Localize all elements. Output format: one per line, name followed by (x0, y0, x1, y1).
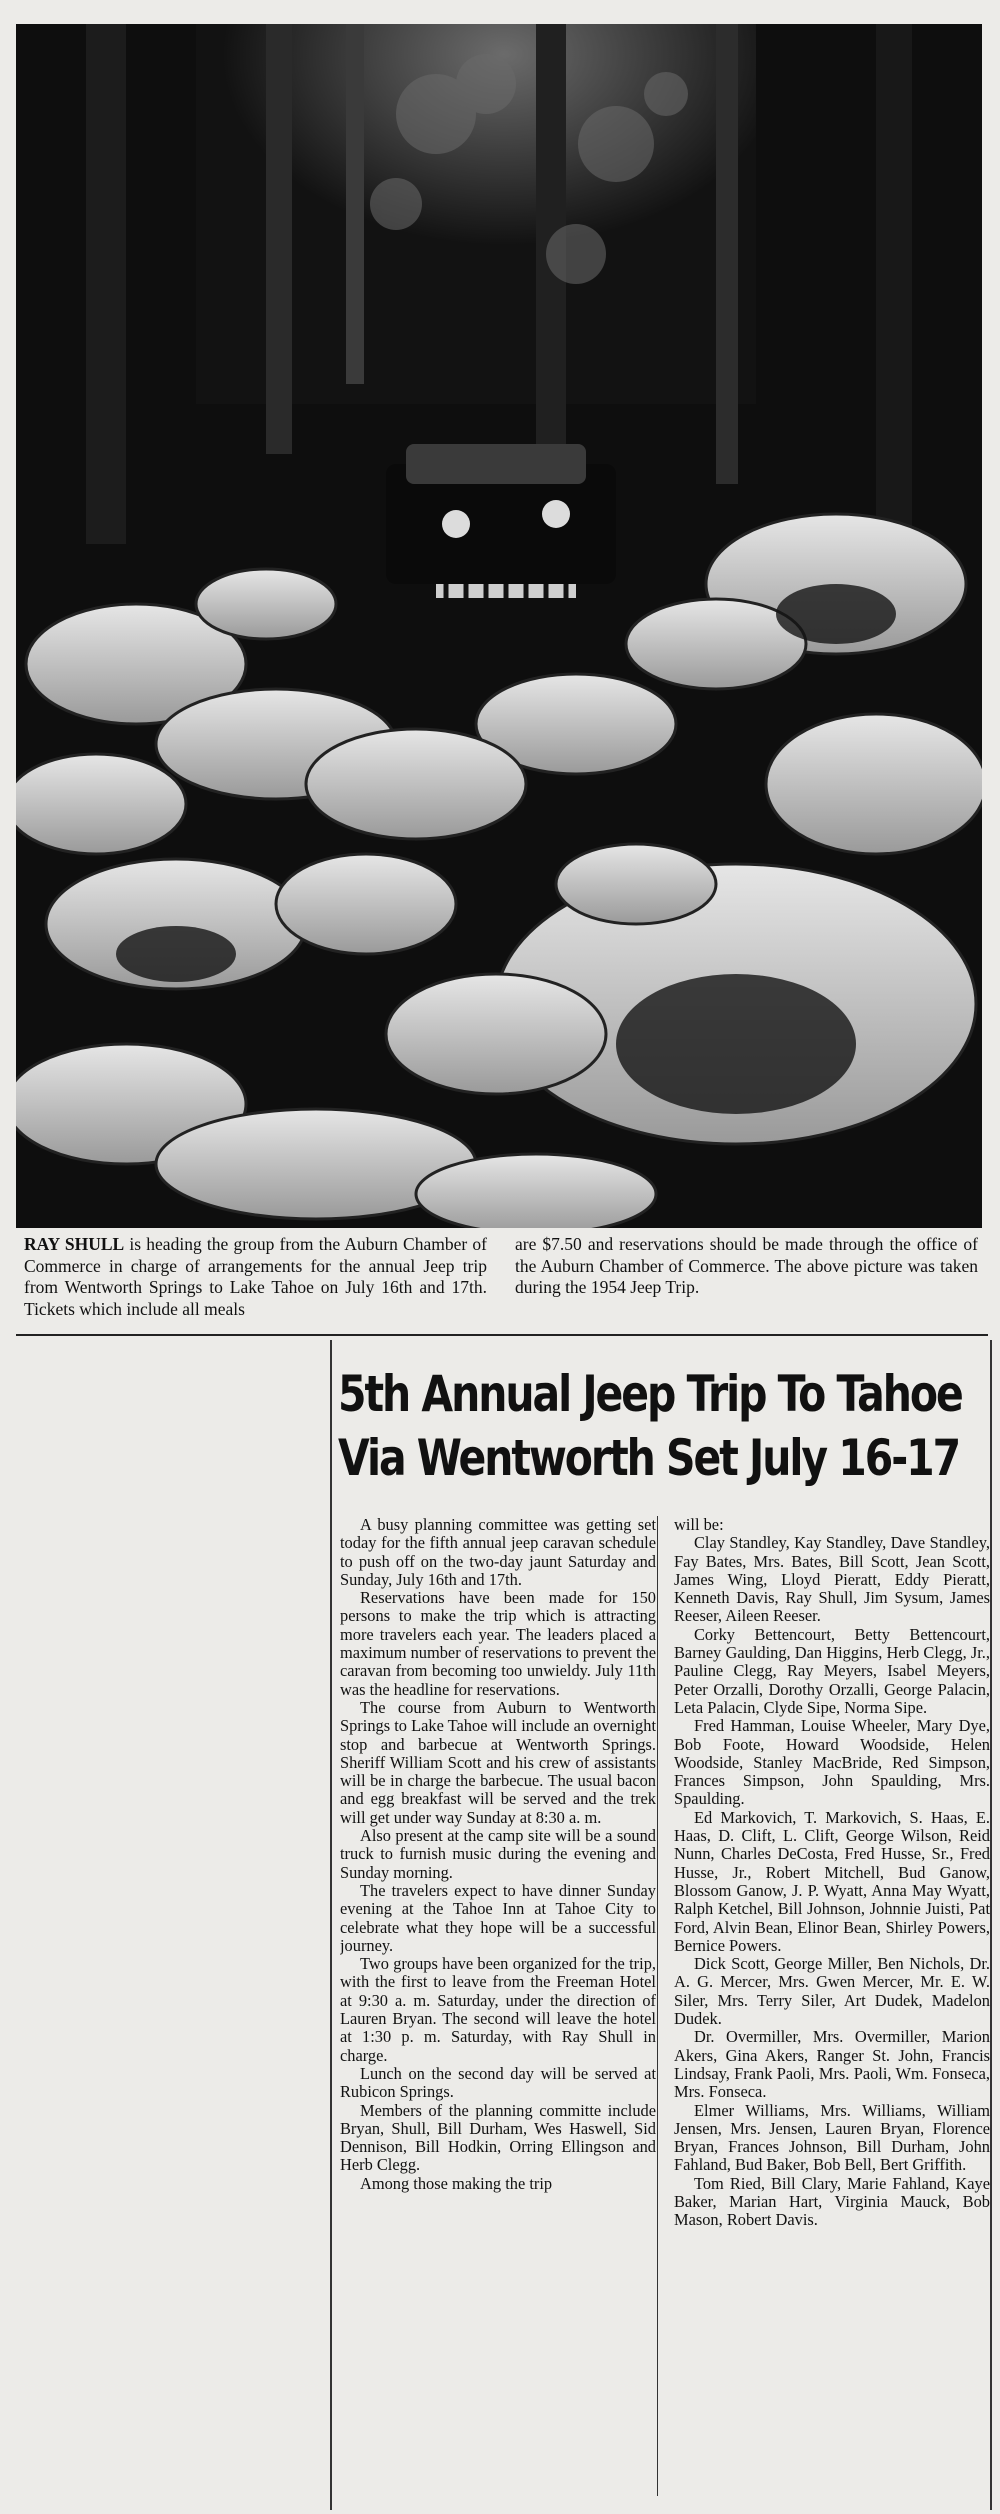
paragraph: Members of the planning committe include Bryan, Shull, Bill Durham, Wes Haswell, Sid Dennison, Bill Hodkin, Orring Ellingson and Herb Clegg. (340, 2100, 656, 2175)
paragraph: Dr. Overmiller, Mrs. Overmiller, Marion Akers, Gina Akers, Ranger St. John, Francis Lindsay, Frank Paoli, Mrs. Paoli, Wm. Fonseca, Mrs. Fonseca. (674, 2027, 990, 2102)
jeep-trail-photo (16, 24, 982, 1228)
paragraph: Clay Standley, Kay Standley, Dave Standley, Fay Bates, Mrs. Bates, Bill Scott, Jean Scott, James Wing, Lloyd Pieratt, Eddy Pieratt, Kenneth Davis, Ray Shull, Jim Sysum, James Reeser, Aileen Reeser. (674, 1533, 990, 1626)
headline-line-1: 5th Annual Jeep Trip To Tahoe (338, 1365, 962, 1423)
headline-line-2: Via Wentworth Set July 16-17 (338, 1429, 960, 1487)
article-left-rule (330, 1340, 332, 2510)
article-right-rule (990, 1340, 992, 2510)
caption-col-1 (24, 1234, 487, 1330)
jeep-shape (386, 444, 616, 598)
paragraph: Fred Hamman, Louise Wheeler, Mary Dye, Bob Foote, Howard Woodside, Helen Woodside, Stanley MacBride, Red Simpson, Frances Simpson, John Spaulding, Mrs. Spaulding. (674, 1716, 990, 1809)
caption-lead: RAY SHULL (24, 1234, 125, 1254)
paragraph: Tom Ried, Bill Clary, Marie Fahland, Kaye Baker, Marian Hart, Virginia Mauck, Bob Mason, Robert Davis. (674, 2173, 990, 2230)
paragraph: A busy planning committee was getting set today for the fifth annual jeep caravan schedule to push off on the two-day jaunt Saturday and Sunday, July 16th and 17th. (340, 1516, 656, 1589)
paragraph: Reservations have been made for 150 persons to make the trip which is attracting more travelers each year. The leaders placed a maximum number of reservations to prevent the caravan from becoming too unwieldy. July 11th was the headline for reservations. (340, 1588, 656, 1699)
column-divider (657, 1516, 658, 2496)
paragraph: Elmer Williams, Mrs. Williams, William Jensen, Mrs. Jensen, Lauren Bryan, Florence Bryan, Frances Johnson, Bill Durham, John Fahland, Bud Baker, Bob Bell, Bert Griffith. (674, 2100, 990, 2175)
paragraph: Corky Bettencourt, Betty Bettencourt, Barney Gaulding, Dan Higgins, Herb Clegg, Jr., Pauline Clegg, Ray Meyers, Isabel Meyers, Peter Orzalli, Dorothy Orzalli, George Palacin, Leta Palacin, Clyde Sipe, Norma Sipe. (674, 1624, 990, 1717)
paragraph: Among those making the trip (360, 2173, 553, 2193)
article-body (340, 1516, 990, 2506)
photo-caption (24, 1234, 978, 1330)
caption-text-2: are $7.50 and reservations should be made through the office of the Auburn Chamber of Commerce. The above picture was taken during the 1954 Jeep Trip. (515, 1234, 978, 1297)
caption-col-2 (515, 1234, 978, 1330)
paragraph: will be: (674, 1516, 724, 1534)
article-col-2 (674, 1516, 990, 2506)
paragraph: The course from Auburn to Wentworth Springs to Lake Tahoe will include an overnight stop and barbecue at Wentworth Springs. Sheriff William Scott and his crew of assistants will be in charge the barbecue. The usual bacon and egg breakfast will be served and the trek will get under way Sunday at 8:30 a. m. (340, 1697, 656, 1827)
paragraph: Ed Markovich, T. Markovich, S. Haas, E. Haas, D. Clift, L. Clift, George Wilson, Reid Nunn, Charles DeCosta, Fred Husse, Sr., Fred Husse, Jr., Robert Mitchell, Bud Ganow, Blossom Ganow, J. P. Wyatt, Anna May Wyatt, Ralph Ketchel, Bill Johnson, Johnnie Juisti, Pat Ford, Alvin Bean, Elinor Bean, Shirley Powers, Bernice Powers. (674, 1807, 990, 1955)
article-headline (338, 1362, 962, 1490)
paragraph: Two groups have been organized for the trip, with the first to leave from the Freeman Hotel at 9:30 a. m. Saturday, under the direction of Lauren Bryan. The second will leave the hotel at 1:30 p. m. Saturday, with Ray Shull in charge. (340, 1954, 656, 2065)
paragraph: Also present at the camp site will be a sound truck to furnish music during the evening and Sunday morning. (340, 1826, 656, 1882)
paragraph: The travelers expect to have dinner Sunday evening at the Tahoe Inn at Tahoe City to celebrate what they hope will be a successful journey. (340, 1880, 656, 1955)
paragraph: Dick Scott, George Miller, Ben Nichols, Dr. A. G. Mercer, Mrs. Gwen Mercer, Mr. E. W. Siler, Mrs. Terry Siler, Art Dudek, Madelon Dudek. (674, 1954, 990, 2029)
article-col-1 (340, 1516, 656, 2506)
paragraph: Lunch on the second day will be served at Rubicon Springs. (340, 2063, 656, 2102)
caption-text-1: is heading the group from the Auburn Chamber of Commerce in charge of arrangements for the annual Jeep trip from Wentworth Springs to Lake Tahoe on July 16th and 17th. Tickets which include all meals (24, 1234, 487, 1319)
photo-illustration (16, 24, 982, 1228)
caption-bottom-rule (16, 1334, 988, 1336)
